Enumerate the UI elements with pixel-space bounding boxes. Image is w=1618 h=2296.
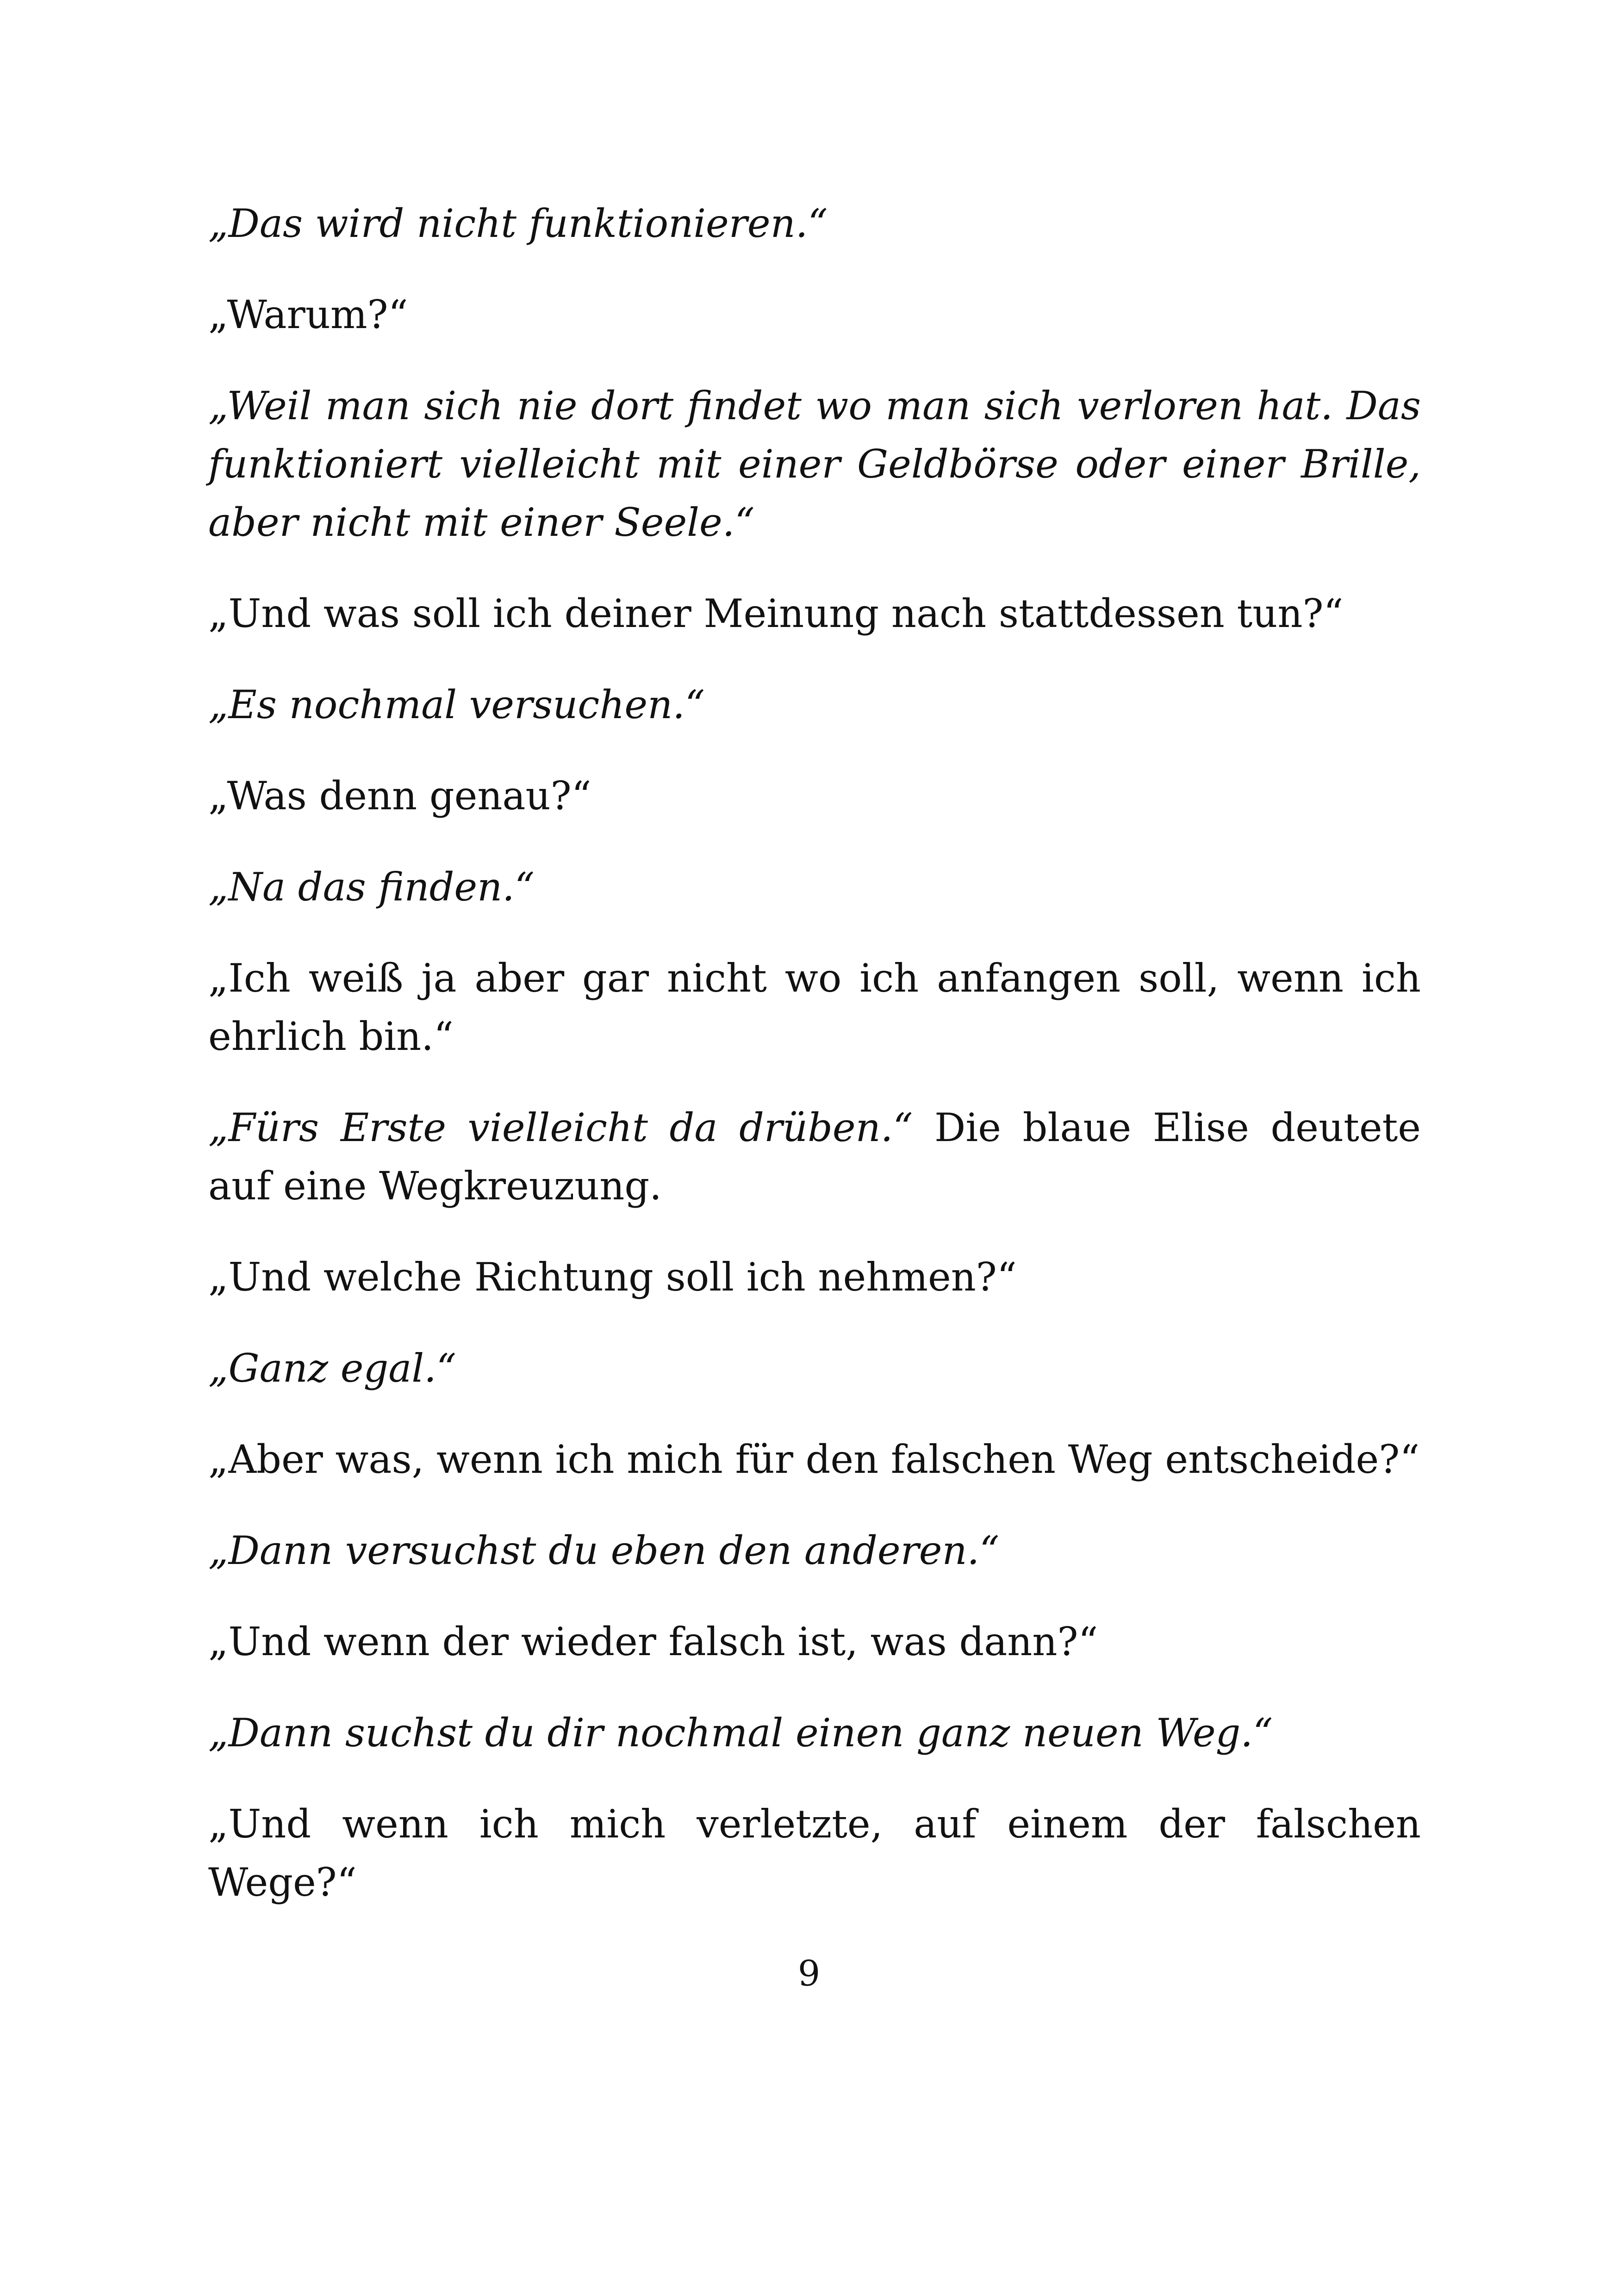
line-text: „Und was soll ich deiner Meinung nach stattdessen tun?“ (208, 591, 1344, 636)
dialogue-line-narrator (208, 584, 1421, 643)
dialogue-line-narrator (208, 285, 1421, 344)
dialogue-line-elise (208, 1521, 1421, 1580)
dialogue-line-narrator (208, 1248, 1421, 1306)
dialogue-line-elise (208, 1339, 1421, 1397)
line-text: „Weil man sich nie dort findet wo man sich verloren hat. Das funktioniert vielleicht mit einer Geldbörse oder einer Brille, aber nicht mit einer Seele.“ (208, 383, 1421, 545)
dialogue-line-elise (208, 676, 1421, 734)
line-text: „Fürs Erste vielleicht da drüben.“ (208, 1105, 913, 1150)
line-text: „Das wird nicht funktionieren.“ (208, 201, 828, 246)
dialogue-line-narrator (208, 1430, 1421, 1489)
line-text: „Na das finden.“ (208, 864, 535, 910)
line-text: „Ich weiß ja aber gar nicht wo ich anfangen soll, wenn ich ehrlich bin.“ (208, 956, 1421, 1059)
dialogue-line-narrator (208, 1795, 1421, 1911)
line-text: „Ganz egal.“ (208, 1346, 456, 1391)
line-text: „Warum?“ (208, 292, 408, 337)
dialogue-line-elise (208, 858, 1421, 916)
dialogue-line-elise (208, 1098, 1421, 1215)
dialogue-line-narrator (208, 767, 1421, 825)
line-text: „Und wenn ich mich verletzte, auf einem der falschen Wege?“ (208, 1801, 1421, 1905)
dialogue-text (208, 194, 1421, 1911)
line-text: „Dann suchst du dir nochmal einen ganz neuen Weg.“ (208, 1710, 1273, 1756)
dialogue-line-elise (208, 194, 1421, 253)
dialogue-line-narrator (208, 949, 1421, 1066)
line-text: „Aber was, wenn ich mich für den falschen Weg entscheide?“ (208, 1437, 1420, 1482)
dialogue-line-elise (208, 377, 1421, 552)
line-text: „Und welche Richtung soll ich nehmen?“ (208, 1254, 1017, 1300)
narration-text: Die blaue Elise deutete auf eine Wegkreuzung. (208, 1105, 1421, 1209)
line-text: „Was denn genau?“ (208, 773, 591, 819)
line-text: „Dann versuchst du eben den anderen.“ (208, 1528, 1000, 1573)
dialogue-line-narrator (208, 1613, 1421, 1671)
line-text: „Es nochmal versuchen.“ (208, 682, 705, 727)
page-number: 9 (797, 1953, 821, 1994)
line-text: „Und wenn der wieder falsch ist, was dann?“ (208, 1619, 1098, 1664)
dialogue-line-elise (208, 1704, 1421, 1762)
